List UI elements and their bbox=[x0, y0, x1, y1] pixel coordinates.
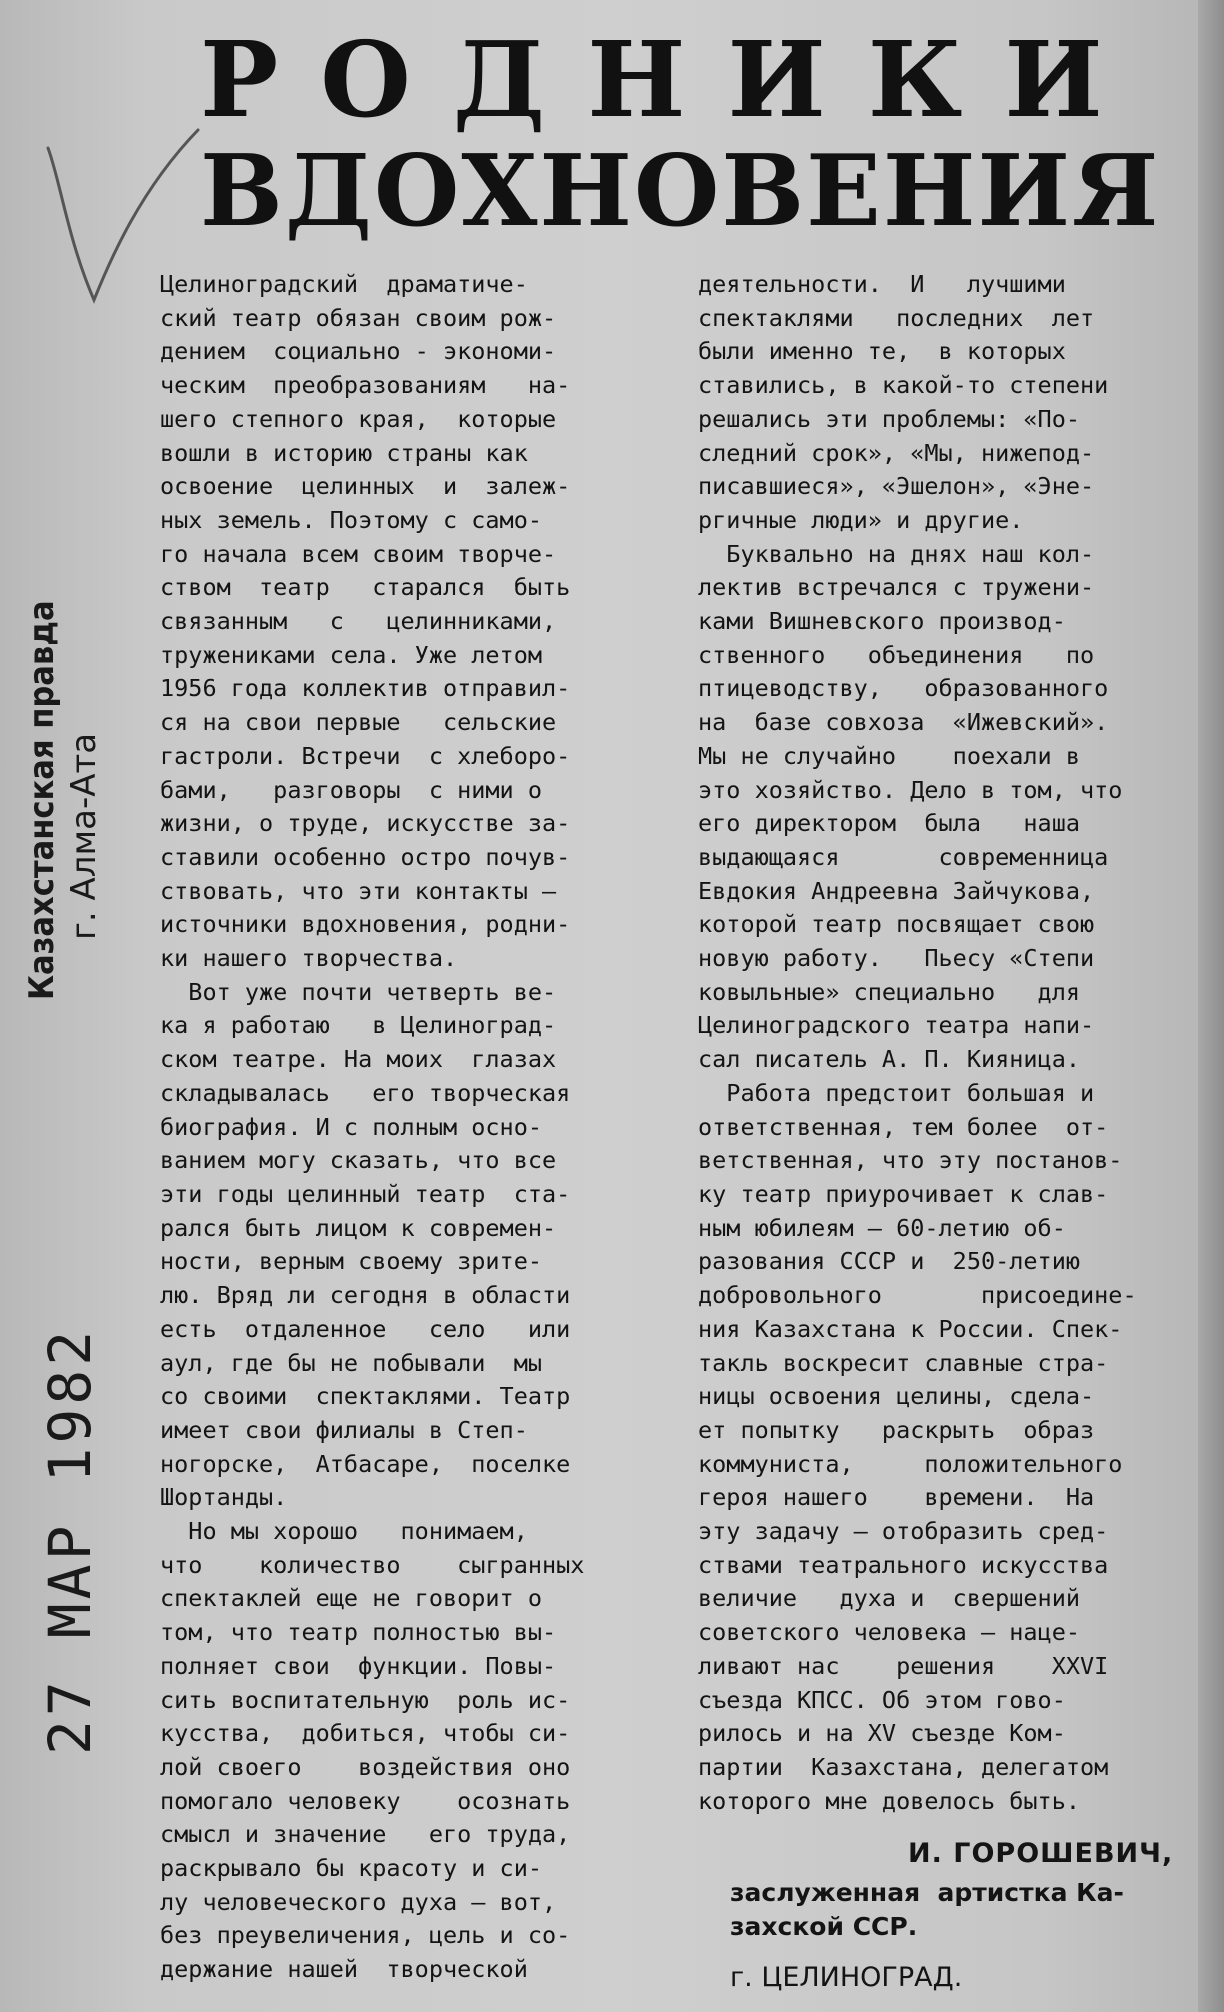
article-line: Мы не случайно поехали в bbox=[698, 741, 1081, 770]
article-line: Евдокия Андреевна Зайчукова, bbox=[698, 876, 1095, 905]
author-name: И. ГОРОШЕВИЧ, bbox=[908, 1838, 1174, 1869]
newspaper-name bbox=[22, 930, 62, 1000]
article-line: коммуниста, положительного bbox=[698, 1449, 1123, 1478]
headline-line-2: ВДОХНОВЕНИЯ bbox=[200, 134, 1161, 249]
article-line: Работа предстоит большая и bbox=[698, 1078, 1095, 1107]
article-line: новую работу. Пьесу «Степи bbox=[698, 944, 1095, 973]
article-line: добровольного присоедине- bbox=[698, 1281, 1137, 1310]
article-line: дением социально - экономи- bbox=[160, 337, 557, 366]
article-line: Целиноградского театра напи- bbox=[698, 1011, 1095, 1040]
date-stamp: 27 МАР 1982 bbox=[36, 1326, 104, 1755]
article-line: жизни, о труде, искусстве за- bbox=[160, 809, 571, 838]
article-line: ветственная, что эту постанов- bbox=[698, 1146, 1123, 1175]
article-line: лю. Вряд ли сегодня в области bbox=[160, 1281, 571, 1310]
article-line: тружениками села. Уже летом bbox=[160, 640, 543, 669]
article-line: ками Вишневского производ- bbox=[698, 607, 1066, 636]
newspaper-city bbox=[62, 930, 106, 940]
article-line: помогало человеку осознать bbox=[160, 1786, 571, 1815]
article-line: лектив встречался с тружени- bbox=[698, 573, 1095, 602]
article-line: разования СССР и 250-летию bbox=[698, 1247, 1081, 1276]
author-city: г. ЦЕЛИНОГРАД. bbox=[730, 1962, 963, 1993]
article-line: Вот уже почти четверть ве- bbox=[160, 977, 557, 1006]
article-line: освоение целинных и залеж- bbox=[160, 472, 571, 501]
newspaper-source-stamp bbox=[22, 930, 162, 1000]
article-line: ливают нас решения XXVI bbox=[698, 1651, 1109, 1680]
article-line: рался быть лицом к современ- bbox=[160, 1213, 557, 1242]
article-line: такль воскресит славные стра- bbox=[698, 1348, 1109, 1377]
article-line: раскрывало бы красоту и си- bbox=[160, 1854, 543, 1883]
article-line: держание нашей творческой bbox=[160, 1955, 528, 1984]
article-line: 1956 года коллектив отправил- bbox=[160, 674, 571, 703]
article-line: ргичные люди» и другие. bbox=[698, 505, 1024, 534]
article-line: съезда КПСС. Об этом гово- bbox=[698, 1685, 1066, 1714]
article-line: шего степного края, которые bbox=[160, 404, 557, 433]
article-line: ности, верным своему зрите- bbox=[160, 1247, 543, 1276]
article-line: без преувеличения, цель и со- bbox=[160, 1921, 571, 1950]
article-line: ствами театрального искусства bbox=[698, 1550, 1109, 1579]
article-line: ка я работаю в Целиноград- bbox=[160, 1011, 557, 1040]
article-line: Целиноградский драматиче- bbox=[160, 270, 528, 298]
article-line: кусства, добиться, чтобы си- bbox=[160, 1719, 571, 1748]
article-line: следний срок», «Мы, нижепод- bbox=[698, 438, 1095, 467]
article-line: ставились, в какой-то степени bbox=[698, 371, 1109, 400]
article-line: есть отдаленное село или bbox=[160, 1314, 571, 1343]
article-line: величие духа и свершений bbox=[698, 1584, 1081, 1613]
article-column-2 bbox=[698, 268, 1208, 1818]
article-line: были именно те, в которых bbox=[698, 337, 1066, 366]
article-line: ет попытку раскрыть образ bbox=[698, 1415, 1095, 1444]
article-line: складывалась его творческая bbox=[160, 1078, 571, 1107]
article-line: ственного объединения по bbox=[698, 640, 1095, 669]
article-line: рилось и на XV съезде Ком- bbox=[698, 1719, 1066, 1748]
article-line: сал писатель А. П. Кияница. bbox=[698, 1045, 1081, 1074]
article-line: птицеводству, образованного bbox=[698, 674, 1109, 703]
article-line: писавшиеся», «Эшелон», «Эне- bbox=[698, 472, 1095, 501]
article-line: спектаклей еще не говорит о bbox=[160, 1584, 543, 1613]
article-line: гастроли. Встречи с хлеборо- bbox=[160, 741, 571, 770]
article-line: смысл и значение его труда, bbox=[160, 1820, 571, 1849]
article-line: что количество сыгранных bbox=[160, 1550, 585, 1579]
article-line: ставили особенно остро почув- bbox=[160, 842, 571, 871]
article-line: имеет свои филиалы в Степ- bbox=[160, 1415, 528, 1444]
article-column-1 bbox=[160, 268, 670, 1987]
article-line: ском театре. На моих глазах bbox=[160, 1045, 557, 1074]
article-line: на базе совхоза «Ижевский». bbox=[698, 708, 1109, 737]
article-line: ся на свои первые сельские bbox=[160, 708, 557, 737]
article-line: которого мне довелось быть. bbox=[698, 1786, 1081, 1815]
article-line: лой своего воздействия оно bbox=[160, 1752, 571, 1781]
article-line: ством театр старался быть bbox=[160, 573, 571, 602]
article-line: полняет свои функции. Повы- bbox=[160, 1651, 557, 1680]
article-line: ческим преобразованиям на- bbox=[160, 371, 571, 400]
article-line: ответственная, тем более от- bbox=[698, 1112, 1109, 1141]
article-line: лу человеческого духа — вот, bbox=[160, 1887, 557, 1916]
article-line: партии Казахстана, делегатом bbox=[698, 1752, 1109, 1781]
article-line: советского человека — наце- bbox=[698, 1618, 1081, 1647]
article-line: го начала всем своим творче- bbox=[160, 539, 557, 568]
headline-line-1: РОДНИКИ bbox=[200, 18, 1145, 141]
article-line: Но мы хорошо понимаем, bbox=[160, 1517, 528, 1546]
article-line: аул, где бы не побывали мы bbox=[160, 1348, 543, 1377]
article-line: ния Казахстана к России. Спек- bbox=[698, 1314, 1123, 1343]
headline bbox=[200, 20, 1160, 248]
article-line: эту задачу — отобразить сред- bbox=[698, 1517, 1109, 1546]
article-line: ствовать, что эти контакты — bbox=[160, 876, 557, 905]
article-line: Буквально на днях наш кол- bbox=[698, 539, 1095, 568]
article-line: его директором была наша bbox=[698, 809, 1081, 838]
article-line: это хозяйство. Дело в том, что bbox=[698, 775, 1123, 804]
article-line: ку театр приурочивает к слав- bbox=[698, 1179, 1109, 1208]
article-line: ванием могу сказать, что все bbox=[160, 1146, 557, 1175]
article-line: связанным с целинниками, bbox=[160, 607, 557, 636]
article-line: спектаклями последних лет bbox=[698, 303, 1095, 332]
article-line: со своими спектаклями. Театр bbox=[160, 1382, 571, 1411]
article-line: ных земель. Поэтому с само- bbox=[160, 505, 543, 534]
article-line: ский театр обязан своим рож- bbox=[160, 303, 557, 332]
article-line: эти годы целинный театр ста- bbox=[160, 1179, 571, 1208]
article-line: деятельности. И лучшими bbox=[698, 270, 1066, 298]
article-line: сить воспитательную роль ис- bbox=[160, 1685, 571, 1714]
article-line: вошли в историю страны как bbox=[160, 438, 528, 467]
article-line: ки нашего творчества. bbox=[160, 944, 458, 973]
article-line: ным юбилеям — 60-летию об- bbox=[698, 1213, 1066, 1242]
article-line: биография. И с полным осно- bbox=[160, 1112, 543, 1141]
author-title: заслуженная артистка Ка- захской ССР. bbox=[730, 1878, 1124, 1941]
article-line: источники вдохновения, родни- bbox=[160, 910, 571, 939]
article-line: героя нашего времени. На bbox=[698, 1483, 1095, 1512]
article-line: ногорске, Атбасаре, поселке bbox=[160, 1449, 571, 1478]
article-line: Шортанды. bbox=[160, 1483, 288, 1512]
article-line: ковыльные» специально для bbox=[698, 977, 1081, 1006]
article-line: том, что театр полностью вы- bbox=[160, 1618, 557, 1647]
article-line: ницы освоения целины, сдела- bbox=[698, 1382, 1095, 1411]
article-line: решались эти проблемы: «По- bbox=[698, 404, 1081, 433]
article-line: выдающаяся современница bbox=[698, 842, 1109, 871]
article-line: которой театр посвящает свою bbox=[698, 910, 1095, 939]
article-line: бами, разговоры с ними о bbox=[160, 775, 543, 804]
